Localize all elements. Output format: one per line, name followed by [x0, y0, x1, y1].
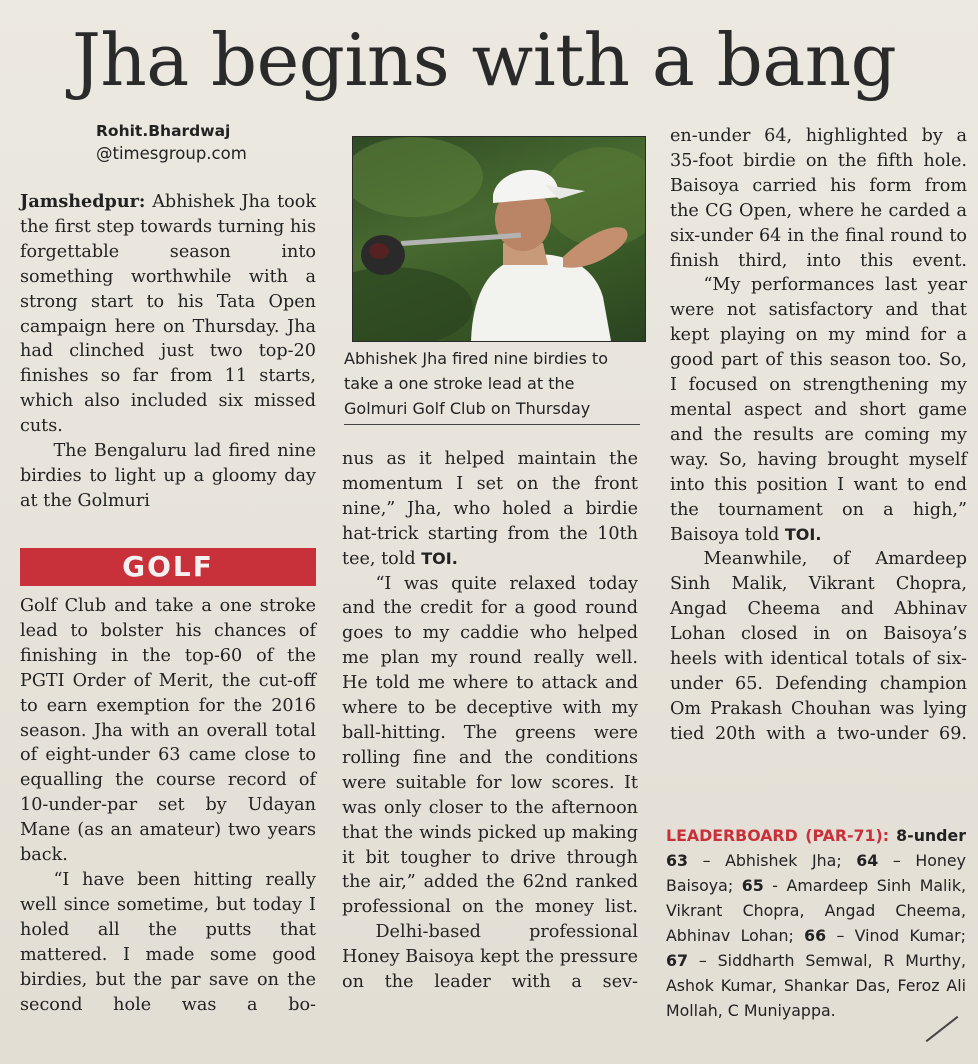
lb-names-1: – Abhishek Jha;	[687, 851, 857, 870]
toi-mention-2: TOI.	[784, 524, 822, 544]
byline	[96, 120, 247, 166]
col2-paragraph-2: “I was quite relaxed today and the credit for a good round goes to my caddie who helped me plan my round really well. He told me where to attack and where to be deceptive with my ball-hitting. The greens were rolling fine and the conditions were suitable for low scores. It was only closer to the afternoon that the winds picked up making it bit tougher to drive through the air,” added the 62nd ranked professional on the money list.	[342, 573, 638, 918]
column-2	[342, 447, 638, 995]
col3-paragraph-3: Meanwhile, of Amardeep Sinh Malik, Vikrant Chopra, Angad Cheema and Abhinav Lohan closed in on Baisoya’s heels with identical totals of six-under 65. Defending champion Om Prakash Chouhan was lying tied 20th with a two-under 69.	[670, 549, 967, 744]
lb-names-2: – Honey Baisoya;	[666, 851, 966, 895]
section-tag-golf: GOLF	[20, 548, 316, 586]
lb-score-5: 67	[666, 951, 688, 970]
lb-names-5: – Siddharth Semwal, R Murthy, Ashok Kumar, Shankar Das, Feroz Ali Mollah, C Muniyappa.	[666, 951, 966, 1020]
caption-line-3: Golmuri Golf Club on Thursday	[344, 399, 591, 418]
byline-email: @timesgroup.com	[96, 144, 247, 163]
leaderboard-label: LEADERBOARD (PAR-71):	[666, 826, 890, 845]
column-3	[670, 124, 967, 747]
col3-paragraph-2: “My performances last year were not satisfactory and that kept playing on my mind for a good part of this season too. So, I focused on strengthening my mental aspect and short game and the results are coming my way. So, having brought myself into this position I want to end the tournament on a high,” Baisoya told	[670, 275, 967, 545]
column-1-top	[20, 190, 316, 514]
lb-score-4: 66	[804, 926, 827, 945]
caption-line-1: Abhishek Jha fired nine birdies to	[344, 349, 608, 368]
col1-paragraph-2b: Golf Club and take a one stroke lead to bolster his chances of finishing in the top-60 of the PGTI Order of Merit, the cut-off to earn exemption for the 2016 season. Jha with an overall total of eight-under 63 came close to equalling the course record of 10-under-par set by Udayan Mane (as an amateur) two years back.	[20, 596, 316, 866]
lb-score-3: 65	[741, 876, 764, 895]
col2-paragraph-3: Delhi-based professional Honey Baisoya kept the pressure on the leader with a sev-	[342, 922, 638, 993]
golfer-photo	[352, 136, 646, 342]
col2-paragraph-1: nus as it helped maintain the momentum I set on the front nine,” Jha, who holed a birdie hat-trick starting from the 10th tee, told	[342, 449, 638, 569]
lb-names-4: – Vinod Kumar;	[826, 926, 966, 945]
col1-paragraph-2a: The Bengaluru lad fired nine birdies to light up a gloomy day at the Golmuri	[20, 441, 316, 511]
leaderboard	[666, 823, 966, 1023]
toi-mention: TOI.	[421, 548, 458, 568]
lb-score-2: 64	[856, 851, 879, 870]
lb-score-1: 8-under 63	[666, 826, 966, 870]
dateline: Jamshedpur:	[20, 191, 146, 212]
headline: Jha begins with a bang	[72, 18, 897, 102]
caption-line-2: take a one stroke lead at the	[344, 374, 575, 393]
column-1-bottom	[20, 594, 316, 1017]
lb-names-3: - Amardeep Sinh Malik, Vikrant Chopra, Angad Cheema, Abhinav Lohan;	[666, 876, 966, 945]
col1-paragraph-3: “I have been hitting really well since sometime, but today I holed all the putts that mattered. I made some good birdies, but the par save on the second hole was a bo-	[20, 869, 316, 1015]
photo-caption	[344, 346, 640, 425]
col3-paragraph-1: en-under 64, highlighted by a 35-foot birdie on the fifth hole. Baisoya carried his form from the CG Open, where he carded a six-under 64 in the final round to finish third, into this event.	[670, 126, 967, 271]
col1-paragraph-1: Abhishek Jha took the first step towards turning his forgettable season into something worthwhile with a strong start to his Tata Open campaign here on Thursday. Jha had clinched just two top-20 finishes so far from 11 starts, which also included six missed cuts.	[20, 192, 316, 437]
byline-name: Rohit.Bhardwaj	[96, 122, 231, 140]
golfer-illustration	[353, 137, 645, 341]
